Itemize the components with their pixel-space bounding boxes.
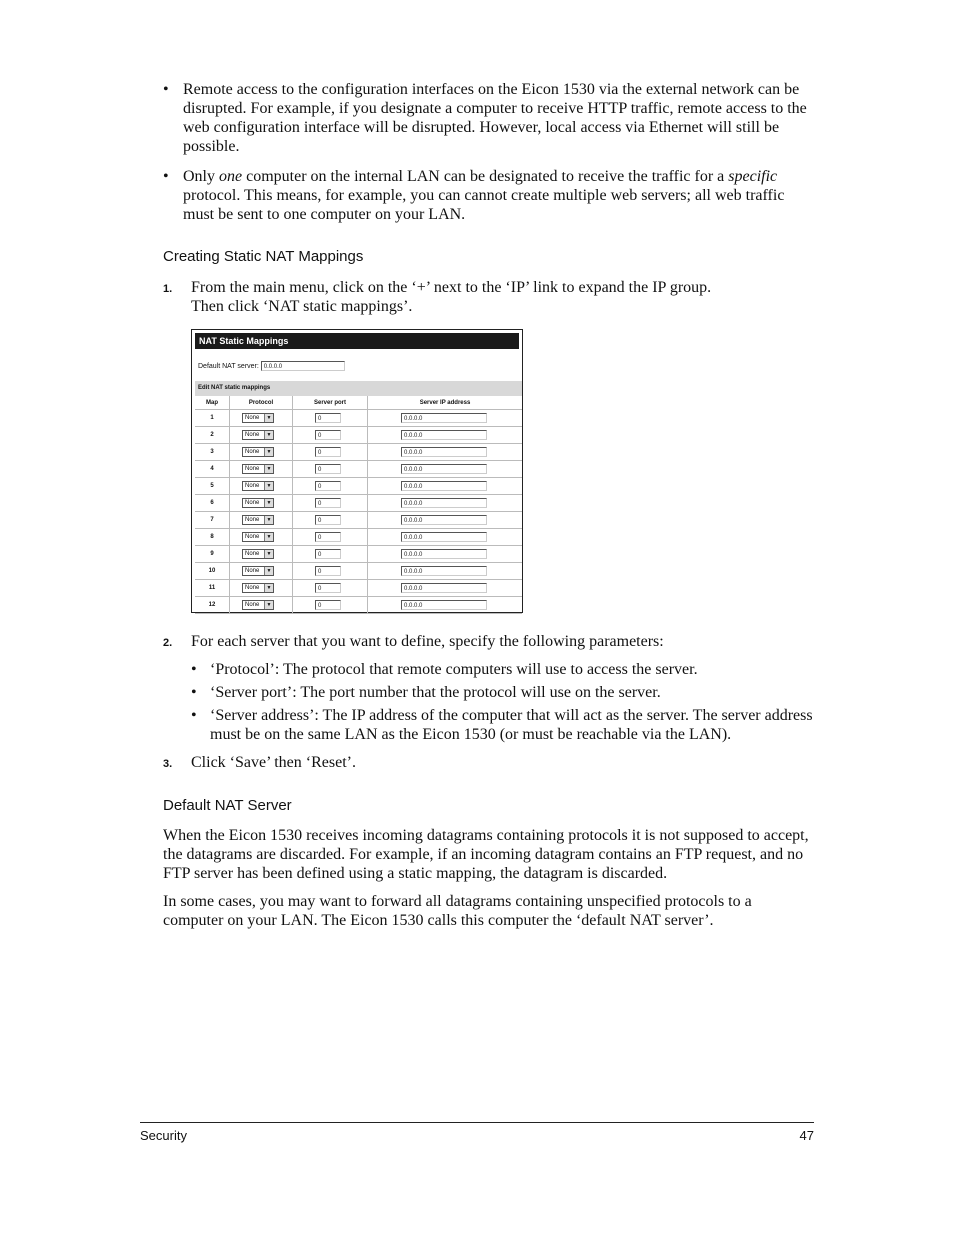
chevron-down-icon[interactable]: ▼ xyxy=(264,499,273,507)
protocol-value: None xyxy=(245,602,260,608)
server-ip-cell xyxy=(368,580,523,597)
server-port-input[interactable]: 0 xyxy=(315,566,341,576)
mapping-row xyxy=(195,444,522,461)
bullet-dot: • xyxy=(163,168,169,185)
paragraph-default-nat-server: In some cases, you may want to forward all datagrams containing unspecified protocols to a computer on your LAN. The Eicon 1530 calls this computer the ‘default NAT server’. xyxy=(163,893,752,929)
step-text xyxy=(191,278,811,316)
server-ip-input[interactable]: 0.0.0.0 xyxy=(401,481,487,491)
protocol-cell xyxy=(230,478,293,495)
chevron-down-icon[interactable]: ▼ xyxy=(264,448,273,456)
server-port-input[interactable]: 0 xyxy=(315,447,341,457)
chevron-down-icon[interactable]: ▼ xyxy=(264,533,273,541)
protocol-value: None xyxy=(245,568,260,574)
footer-rule xyxy=(140,1122,814,1123)
footer-section: Security xyxy=(140,1128,187,1143)
chevron-down-icon[interactable]: ▼ xyxy=(264,567,273,575)
protocol-value: None xyxy=(245,415,260,421)
mapping-row xyxy=(195,495,522,512)
default-nat-server-label: Default NAT server: xyxy=(198,363,259,370)
server-ip-cell xyxy=(368,495,523,512)
server-ip-input[interactable]: 0.0.0.0 xyxy=(401,464,487,474)
protocol-cell xyxy=(230,427,293,444)
server-port-cell xyxy=(293,410,368,427)
server-ip-input[interactable]: 0.0.0.0 xyxy=(401,430,487,440)
protocol-select[interactable] xyxy=(242,481,274,491)
protocol-select[interactable] xyxy=(242,447,274,457)
emphasis-one: one xyxy=(219,168,243,185)
protocol-value: None xyxy=(245,585,260,591)
map-number: 1 xyxy=(195,410,230,427)
server-port-input[interactable]: 0 xyxy=(315,413,341,423)
server-port-cell xyxy=(293,546,368,563)
mapping-row xyxy=(195,478,522,495)
col-map: Map xyxy=(195,396,230,410)
protocol-select[interactable] xyxy=(242,566,274,576)
server-port-input[interactable]: 0 xyxy=(315,549,341,559)
protocol-value: None xyxy=(245,517,260,523)
server-ip-input[interactable]: 0.0.0.0 xyxy=(401,583,487,593)
server-ip-cell xyxy=(368,444,523,461)
server-ip-input[interactable]: 0.0.0.0 xyxy=(401,532,487,542)
server-port-input[interactable]: 0 xyxy=(315,515,341,525)
server-port-cell xyxy=(293,427,368,444)
edit-static-mappings-bar: Edit NAT static mappings xyxy=(195,381,522,396)
map-number: 8 xyxy=(195,529,230,546)
server-port-cell xyxy=(293,478,368,495)
paragraph-datagrams-discarded: When the Eicon 1530 receives incoming datagrams containing protocols it is not supposed to accept, the datagrams are discarded. For example, if an incoming datagram contains an FTP request, and no FTP server has been defined using a static mapping, the datagram is discarded. xyxy=(163,827,809,882)
col-protocol: Protocol xyxy=(230,396,293,410)
bullet-dot: • xyxy=(191,707,197,724)
mapping-row xyxy=(195,597,522,614)
server-port-cell xyxy=(293,563,368,580)
protocol-select[interactable] xyxy=(242,464,274,474)
page-number: 47 xyxy=(799,1128,814,1143)
server-ip-input[interactable]: 0.0.0.0 xyxy=(401,566,487,576)
protocol-cell xyxy=(230,512,293,529)
server-ip-cell xyxy=(368,461,523,478)
step-line: From the main menu, click on the ‘+’ next to the ‘IP’ link to expand the IP group. xyxy=(191,279,712,296)
server-ip-cell xyxy=(368,478,523,495)
protocol-select[interactable] xyxy=(242,583,274,593)
step-number: 1. xyxy=(163,283,173,295)
server-ip-input[interactable]: 0.0.0.0 xyxy=(401,600,487,610)
server-port-input[interactable]: 0 xyxy=(315,481,341,491)
bullet-dot: • xyxy=(191,661,197,678)
protocol-value: None xyxy=(245,483,260,489)
protocol-cell xyxy=(230,597,293,614)
heading-creating-static-nat: Creating Static NAT Mappings xyxy=(163,248,364,265)
server-ip-input[interactable]: 0.0.0.0 xyxy=(401,549,487,559)
map-number: 3 xyxy=(195,444,230,461)
server-ip-input[interactable]: 0.0.0.0 xyxy=(401,447,487,457)
param-text: ‘Server port’: The port number that the protocol will use on the server. xyxy=(210,684,661,701)
map-number: 4 xyxy=(195,461,230,478)
protocol-cell xyxy=(230,580,293,597)
protocol-cell xyxy=(230,410,293,427)
emphasis-specific: specific xyxy=(728,168,778,185)
step-number: 3. xyxy=(163,758,173,770)
server-ip-input[interactable]: 0.0.0.0 xyxy=(401,413,487,423)
protocol-value: None xyxy=(245,466,260,472)
protocol-select[interactable] xyxy=(242,413,274,423)
mapping-row xyxy=(195,461,522,478)
protocol-select[interactable] xyxy=(242,549,274,559)
chevron-down-icon[interactable]: ▼ xyxy=(264,431,273,439)
static-mappings-table xyxy=(195,396,522,614)
map-number: 9 xyxy=(195,546,230,563)
protocol-select[interactable] xyxy=(242,532,274,542)
protocol-select[interactable] xyxy=(242,515,274,525)
col-server-ip: Server IP address xyxy=(368,396,523,410)
server-port-input[interactable]: 0 xyxy=(315,600,341,610)
server-port-cell xyxy=(293,529,368,546)
heading-default-nat-server: Default NAT Server xyxy=(163,797,292,814)
map-number: 7 xyxy=(195,512,230,529)
text-run: computer on the internal LAN can be designated to receive the traffic for a xyxy=(242,168,729,185)
server-port-cell xyxy=(293,495,368,512)
protocol-cell xyxy=(230,563,293,580)
server-port-cell xyxy=(293,444,368,461)
protocol-value: None xyxy=(245,551,260,557)
mapping-row xyxy=(195,529,522,546)
server-port-input[interactable]: 0 xyxy=(315,430,341,440)
protocol-value: None xyxy=(245,534,260,540)
text-run: Only xyxy=(183,168,219,185)
map-number: 2 xyxy=(195,427,230,444)
server-port-cell xyxy=(293,580,368,597)
server-port-input[interactable]: 0 xyxy=(315,583,341,593)
server-port-cell xyxy=(293,597,368,614)
protocol-cell xyxy=(230,529,293,546)
map-number: 6 xyxy=(195,495,230,512)
server-port-cell xyxy=(293,512,368,529)
protocol-value: None xyxy=(245,432,260,438)
mapping-row xyxy=(195,410,522,427)
param-text: ‘Server address’: The IP address of the computer that will act as the server. The server address must be on the same LAN as the Eicon 1530 (or must be reachable via the LAN). xyxy=(210,707,813,743)
mapping-row xyxy=(195,546,522,563)
step-text: Click ‘Save’ then ‘Reset’. xyxy=(191,754,356,771)
mapping-row xyxy=(195,580,522,597)
chevron-down-icon[interactable]: ▼ xyxy=(264,550,273,558)
param-text: ‘Protocol’: The protocol that remote computers will use to access the server. xyxy=(210,661,698,678)
protocol-cell xyxy=(230,495,293,512)
map-number: 12 xyxy=(195,597,230,614)
text-run: protocol. This means, for example, you can cannot create multiple web servers; all web traffic must be sent to one computer on your LAN. xyxy=(183,187,785,223)
server-ip-cell xyxy=(368,427,523,444)
panel-title: NAT Static Mappings xyxy=(195,333,519,349)
protocol-value: None xyxy=(245,500,260,506)
chevron-down-icon[interactable]: ▼ xyxy=(264,516,273,524)
default-nat-server-input[interactable]: 0.0.0.0 xyxy=(261,361,345,371)
server-ip-cell xyxy=(368,563,523,580)
map-number: 10 xyxy=(195,563,230,580)
protocol-select[interactable] xyxy=(242,600,274,610)
server-port-cell xyxy=(293,461,368,478)
server-port-input[interactable]: 0 xyxy=(315,464,341,474)
map-number: 5 xyxy=(195,478,230,495)
bullet-text: Remote access to the configuration interfaces on the Eicon 1530 via the external network can be disrupted. For example, if you designate a computer to receive HTTP traffic, remote access to the web configuration interface will be disrupted. However, local access via Ethernet will still be possible. xyxy=(183,81,807,155)
bullet-dot: • xyxy=(191,684,197,701)
default-nat-server-row xyxy=(198,361,345,373)
protocol-select[interactable] xyxy=(242,430,274,440)
server-port-input[interactable]: 0 xyxy=(315,498,341,508)
protocol-cell xyxy=(230,461,293,478)
server-ip-cell xyxy=(368,512,523,529)
chevron-down-icon[interactable]: ▼ xyxy=(264,465,273,473)
step-text: For each server that you want to define, specify the following parameters: xyxy=(191,633,664,650)
server-ip-cell xyxy=(368,546,523,563)
map-number: 11 xyxy=(195,580,230,597)
server-ip-cell xyxy=(368,597,523,614)
col-server-port: Server port xyxy=(293,396,368,410)
chevron-down-icon[interactable]: ▼ xyxy=(264,584,273,592)
mapping-row xyxy=(195,563,522,580)
mapping-row xyxy=(195,512,522,529)
protocol-cell xyxy=(230,546,293,563)
server-ip-input[interactable]: 0.0.0.0 xyxy=(401,498,487,508)
protocol-cell xyxy=(230,444,293,461)
chevron-down-icon[interactable]: ▼ xyxy=(264,482,273,490)
bullet-dot: • xyxy=(163,81,169,98)
server-port-input[interactable]: 0 xyxy=(315,532,341,542)
bullet-text xyxy=(183,167,813,224)
server-ip-cell xyxy=(368,529,523,546)
protocol-select[interactable] xyxy=(242,498,274,508)
step-line: Then click ‘NAT static mappings’. xyxy=(191,298,413,315)
chevron-down-icon[interactable]: ▼ xyxy=(264,414,273,422)
server-ip-input[interactable]: 0.0.0.0 xyxy=(401,515,487,525)
server-ip-cell xyxy=(368,410,523,427)
mapping-row xyxy=(195,427,522,444)
nat-static-mappings-panel xyxy=(191,329,523,613)
protocol-value: None xyxy=(245,449,260,455)
step-number: 2. xyxy=(163,637,173,649)
chevron-down-icon[interactable]: ▼ xyxy=(264,601,273,609)
